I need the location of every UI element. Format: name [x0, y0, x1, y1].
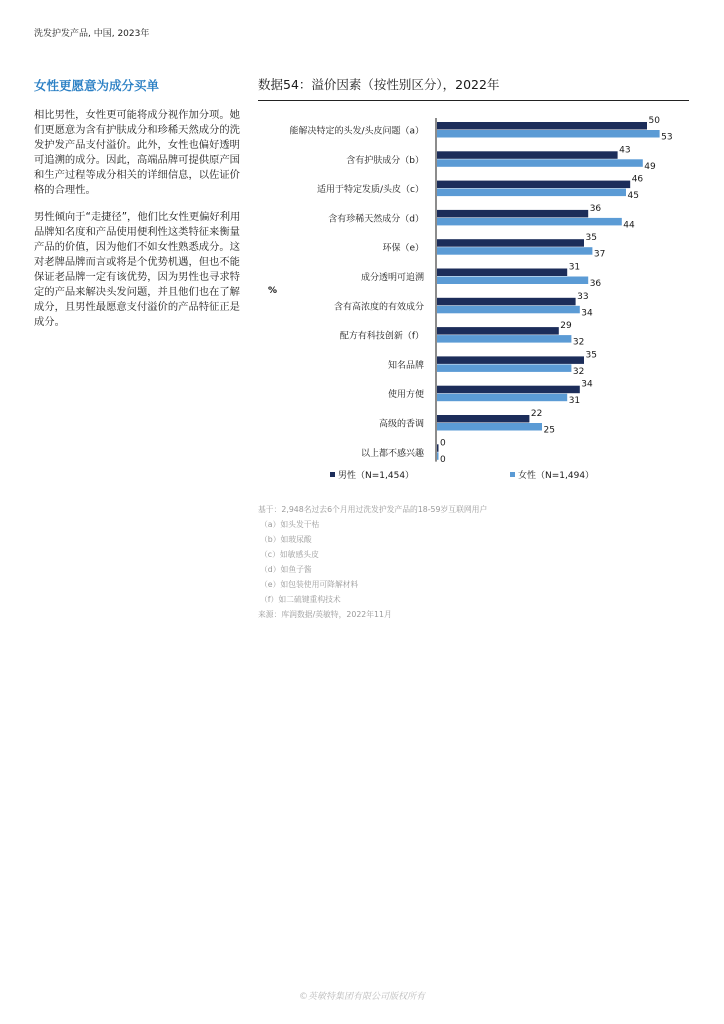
commentary-column [34, 76, 249, 342]
data-label-male: 50 [648, 116, 660, 126]
bar-female [437, 452, 439, 460]
bar-male [437, 181, 630, 189]
category-label: 含有珍稀天然成分（d） [328, 214, 424, 225]
bar-chart [258, 112, 689, 497]
data-label-female: 36 [589, 279, 602, 289]
data-label-female: 25 [543, 425, 555, 436]
data-label-male: 43 [619, 145, 631, 156]
data-label-male: 33 [577, 291, 589, 302]
bar-female [437, 394, 567, 402]
data-label-male: 36 [589, 203, 602, 214]
footnote-b: （b）如玻尿酸 [260, 535, 312, 544]
bar-male [437, 356, 584, 364]
data-label-female: 37 [593, 249, 606, 260]
bar-female [437, 423, 542, 431]
data-label-male: 31 [568, 262, 581, 273]
bar-male [437, 327, 559, 335]
category-label: 环保（e） [382, 243, 424, 254]
legend-swatch-female [510, 472, 515, 477]
bar-male [437, 386, 580, 394]
legend-swatch-male [330, 472, 335, 477]
data-label-female: 53 [661, 132, 673, 143]
legend-label-male: 男性（N=1,454） [338, 471, 415, 481]
section-title: 女性更愿意为成分买单 [34, 78, 160, 93]
bar-female [437, 218, 622, 226]
data-label-female: 34 [581, 308, 593, 319]
bar-male [437, 151, 618, 159]
category-label: 以上都不感兴趣 [360, 448, 424, 459]
data-label-female: 0 [440, 454, 446, 465]
commentary-paragraph-1: 相比男性，女性更可能将成分视作加分项。她们更愿意为含有护肤成分和珍稀天然成分的洗发护发产品支付溢价。此外，女性也偏好透明可追溯的成分。因此，高端品牌可提供原产国和生产过程等成分相关的详细信息，以佐证价格的合理性。 [34, 109, 240, 196]
category-label: 能解决特定的头发/头皮问题（a） [289, 126, 424, 137]
footnote-e: （e）如包装使用可降解材料 [260, 580, 359, 589]
bar-female [437, 364, 571, 372]
bar-female [437, 306, 580, 314]
category-label: 含有护肤成分（b） [346, 155, 424, 166]
bar-female [437, 277, 588, 285]
data-label-male: 46 [631, 174, 644, 185]
category-label: 成分透明可追溯 [360, 273, 424, 283]
chart-notes [258, 502, 688, 622]
category-label: 使用方便 [387, 390, 424, 401]
bar-female [437, 159, 643, 167]
legend-label-female: 女性（N=1,494） [518, 471, 595, 481]
bar-male [437, 210, 588, 218]
category-label: 高级的香调 [378, 419, 424, 430]
data-label-male: 35 [585, 350, 597, 361]
commentary-paragraph-2: 男性倾向于“走捷径”，他们比女性更偏好利用品牌知名度和产品使用便利性这类特征来衡量产品的价值，因为他们不如女性熟悉成分。这对老牌品牌而言或将是个优势机遇，但也不能保证老品牌一定有该优势，因为男性也寻求特定的产品来解决头发问题，并且他们也在了解成分，且男性最愿意支付溢价的产品特征正是成分。 [34, 211, 241, 328]
footnote-d: （d）如鱼子酱 [260, 565, 312, 574]
bar-male [437, 239, 584, 247]
bar-female [437, 247, 592, 255]
report-header: 洗发护发产品, 中国, 2023年 [34, 29, 150, 39]
category-label: 含有高浓度的有效成分 [333, 302, 424, 313]
data-label-male: 35 [585, 233, 597, 244]
base-note: 基于：2,948名过去6个月用过洗发护发产品的18-59岁互联网用户 [258, 505, 488, 514]
data-label-female: 31 [568, 396, 581, 407]
category-label: 知名品牌 [387, 360, 424, 371]
data-label-female: 45 [627, 191, 639, 202]
chart-title-rule [258, 100, 689, 101]
category-label: 配方有科技创新（f） [339, 331, 424, 342]
data-label-female: 32 [572, 337, 585, 348]
bar-male [437, 444, 439, 452]
data-label-male: 34 [581, 379, 593, 390]
bar-male [437, 415, 529, 423]
source-note: 来源：库润数据/英敏特，2022年11月 [258, 610, 392, 619]
data-label-male: 0 [440, 438, 446, 449]
chart-title: 数据54：溢价因素（按性别区分），2022年 [258, 77, 500, 92]
data-label-female: 32 [572, 366, 585, 377]
copyright-footer: ©英敏特集团有限公司版权所有 [298, 992, 425, 1002]
data-label-male: 22 [530, 409, 543, 419]
footnote-c: （c）如敏感头皮 [260, 550, 319, 559]
data-label-female: 44 [623, 220, 635, 231]
bar-female [437, 189, 626, 197]
bar-male [437, 298, 576, 306]
footnote-a: （a）如头发干枯 [260, 520, 320, 529]
category-label: 适用于特定发质/头皮（c） [317, 185, 424, 196]
data-label-male: 29 [560, 321, 572, 332]
footnote-f: （f）如二硫键重构技术 [260, 595, 341, 604]
bar-female [437, 335, 571, 343]
data-label-female: 49 [644, 161, 656, 172]
bar-female [437, 130, 660, 138]
bar-male [437, 269, 567, 277]
unit-label: % [268, 286, 278, 296]
bar-male [437, 122, 647, 130]
